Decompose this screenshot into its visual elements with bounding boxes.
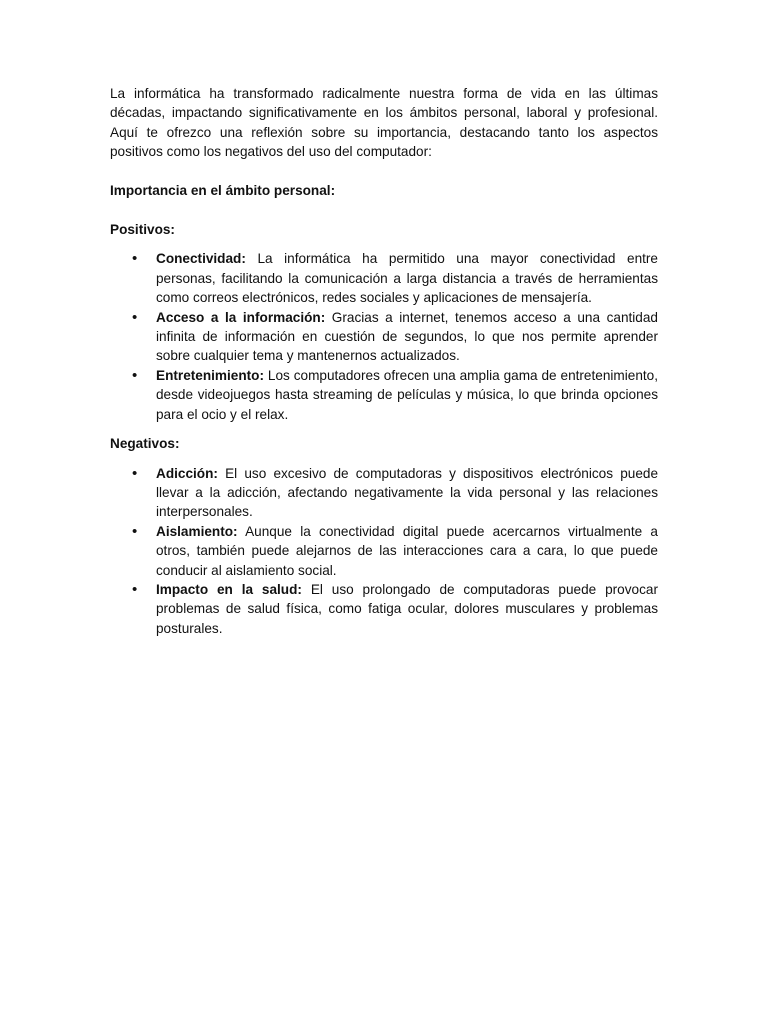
list-item xyxy=(156,366,658,424)
list-item xyxy=(156,249,658,307)
list-item xyxy=(156,522,658,580)
negatives-heading: Negativos: xyxy=(110,436,180,452)
item-term: Adicción: xyxy=(156,465,218,481)
item-term: Aislamiento: xyxy=(156,523,238,539)
item-term: Entretenimiento: xyxy=(156,367,264,383)
list-item xyxy=(156,308,658,366)
item-text: La informática ha permitido una mayor conectividad entre personas, facilitando la comunicación a larga distancia a través de herramientas como correos electrónicos, redes sociales y aplicaciones de mensajería. xyxy=(156,251,658,306)
item-text: Aunque la conectividad digital puede acercarnos virtualmente a otros, también puede alejarnos de las interacciones cara a cara, lo que puede conducir al aislamiento social. xyxy=(156,523,658,578)
intro-paragraph: La informática ha transformado radicalmente nuestra forma de vida en las últimas décadas, impactando significativamente en los ámbitos personal, laboral y profesional. Aquí te ofrezco una reflexión sobre su importancia, destacando tanto los aspectos positivos como los negativos del uso del computador: xyxy=(110,86,658,160)
item-term: Impacto en la salud: xyxy=(156,581,302,597)
item-text: Gracias a internet, tenemos acceso a una cantidad infinita de información en cuestión de segundos, lo que nos permite aprender sobre cualquier tema y mantenernos actualizados. xyxy=(156,309,658,364)
item-text: El uso prolongado de computadoras puede provocar problemas de salud física, como fatiga ocular, dolores musculares y problemas posturales. xyxy=(156,581,658,636)
item-term: Acceso a la información: xyxy=(156,309,326,325)
positives-list xyxy=(110,249,658,424)
item-text: El uso excesivo de computadoras y dispositivos electrónicos puede llevar a la adicción, afectando negativamente la vida personal y las relaciones interpersonales. xyxy=(156,465,658,520)
list-item xyxy=(156,464,658,522)
positives-heading: Positivos: xyxy=(110,222,175,238)
list-item xyxy=(156,580,658,638)
section-heading: Importancia en el ámbito personal: xyxy=(110,182,336,198)
item-text: Los computadores ofrecen una amplia gama de entretenimiento, desde videojuegos hasta streaming de películas y música, lo que brinda opciones para el ocio y el relax. xyxy=(156,367,658,422)
negatives-list xyxy=(110,464,658,639)
item-term: Conectividad: xyxy=(156,251,246,267)
